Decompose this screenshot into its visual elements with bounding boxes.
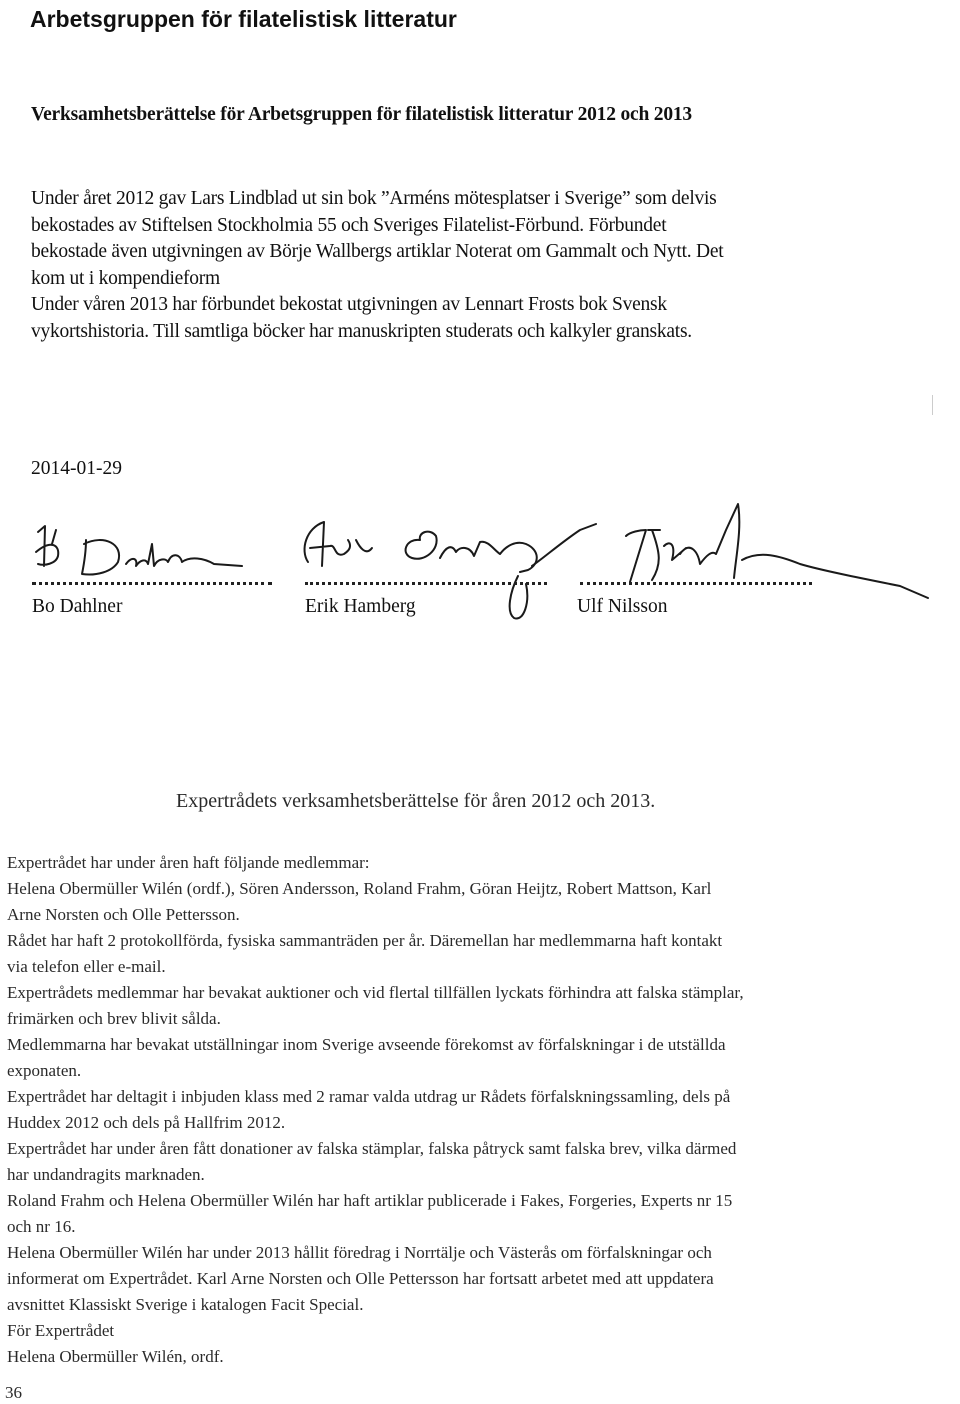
expert-line: Expertrådets medlemmar har bevakat auktioner och vid flertal tillfällen lyckats förhindra att falska stämplar, [7, 983, 744, 1002]
report-line: bekostade även utgivningen av Börje Wallbergs artiklar Noterat om Gammalt och Nytt. Det [31, 241, 724, 263]
page-header: Arbetsgruppen för filatelistisk litteratur [30, 6, 457, 32]
expert-line: och nr 16. [7, 1217, 76, 1236]
report-body [31, 186, 931, 346]
expert-line: exponaten. [7, 1061, 82, 1080]
expert-line: Roland Frahm och Helena Obermüller Wilén har haft artiklar publicerade i Fakes, Forgeries, Experts nr 15 [7, 1191, 733, 1210]
report-line: Under våren 2013 har förbundet bekostat utgivningen av Lennart Frosts bok Svensk [31, 294, 667, 316]
report-line: bekostades av Stiftelsen Stockholmia 55 och Sveriges Filatelist-Förbund. Förbundet [31, 214, 667, 236]
expert-line: Helena Obermüller Wilén (ordf.), Sören Andersson, Roland Frahm, Göran Heijtz, Robert Mattson, Karl [7, 879, 712, 898]
expert-line: Expertrådet har under åren haft följande medlemmar: [7, 853, 370, 872]
expert-line: Expertrådet har deltagit i inbjuden klass med 2 ramar valda utdrag ur Rådets förfalskningssamling, dels på [7, 1087, 731, 1106]
signatory-name: Erik Hamberg [305, 596, 416, 617]
signature-line [305, 572, 547, 585]
signature-line [580, 572, 812, 585]
signatory-name: Ulf Nilsson [577, 596, 668, 617]
expert-line: Expertrådet har under åren fått donationer av falska stämplar, falska påtryck samt falska brev, vilka därmed [7, 1139, 737, 1158]
signature-stroke [626, 504, 739, 582]
expert-line: Rådet har haft 2 protokollförda, fysiska sammanträden per år. Däremellan har medlemmarna haft kontakt [7, 931, 723, 950]
expert-line: Helena Obermüller Wilén har under 2013 hållit föredrag i Norrtälje och Västerås om förfalskningar och [7, 1243, 712, 1262]
expert-line: Arne Norsten och Olle Pettersson. [7, 905, 240, 924]
expert-line: Huddex 2012 och dels på Hallfrim 2012. [7, 1113, 286, 1132]
expert-line: frimärken och brev blivit sålda. [7, 1009, 221, 1028]
expert-line: Medlemmarna har bevakat utställningar inom Sverige avseende förekomst av förfalskningar i de utställda [7, 1035, 726, 1054]
report-date: 2014-01-29 [31, 458, 122, 479]
expert-body [7, 850, 947, 1370]
signature-stroke [406, 532, 537, 572]
signature-line [32, 572, 272, 585]
signature-stroke [126, 544, 242, 566]
signature-stroke [305, 522, 372, 566]
expert-line: via telefon eller e-mail. [7, 957, 166, 976]
scan-edge-mark [932, 395, 933, 415]
signature-stroke [82, 540, 119, 575]
report-title: Verksamhetsberättelse för Arbetsgruppen för filatelistisk litteratur 2012 och 2013 [31, 104, 692, 125]
report-line: Under året 2012 gav Lars Lindblad ut sin bok ”Arméns mötesplatser i Sverige” som delvis [31, 188, 717, 209]
report-line: kom ut i kompendieform [31, 267, 220, 289]
page-number: 36 [5, 1383, 22, 1402]
signatory-name: Bo Dahlner [32, 596, 123, 617]
expert-line: avsnittet Klassiskt Sverige i katalogen Facit Special. [7, 1295, 364, 1314]
expert-line: informerat om Expertrådet. Karl Arne Norsten och Olle Pettersson har fortsatt arbetet med att uppdatera [7, 1269, 714, 1288]
expert-line: För Expertrådet [7, 1321, 115, 1340]
expert-title: Expertrådets verksamhetsberättelse för åren 2012 och 2013. [176, 790, 656, 812]
signature-stroke [36, 526, 58, 566]
handwritten-signatures [0, 500, 960, 640]
report-line: vykortshistoria. Till samtliga böcker har manuskripten studerats och kalkyler granskats. [31, 320, 692, 342]
expert-line: Helena Obermüller Wilén, ordf. [7, 1347, 224, 1366]
expert-line: har undandragits marknaden. [7, 1165, 205, 1184]
